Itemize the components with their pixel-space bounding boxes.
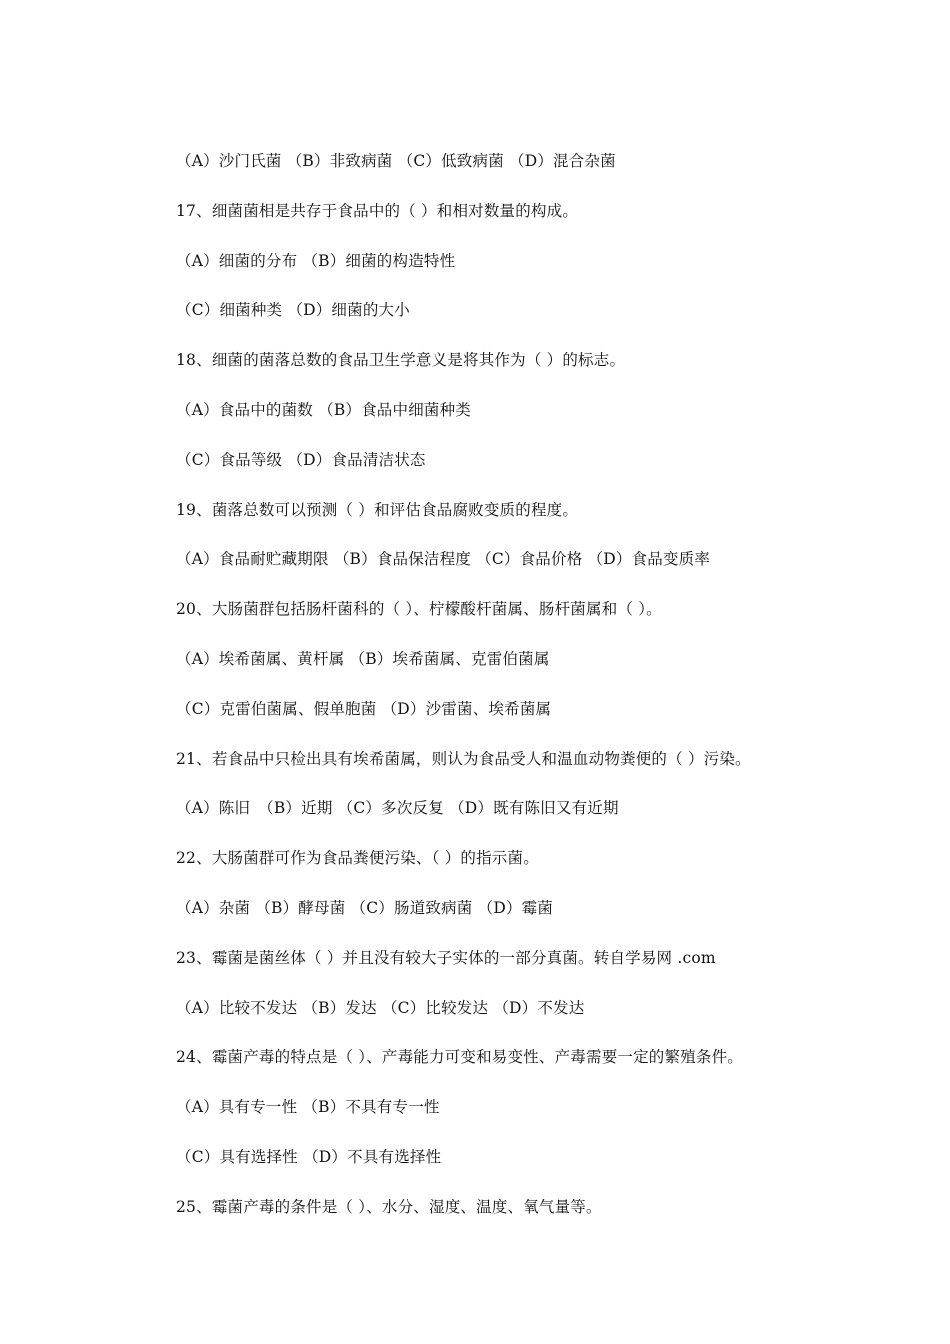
question-20: 20、大肠菌群包括肠杆菌科的（ ）、柠檬酸杆菌属、肠杆菌属和（ ）。 (176, 600, 662, 619)
answer-options-18-cd: （C）食品等级 （D）食品清洁状态 (176, 450, 426, 469)
answer-options-16: （A）沙门氏菌 （B）非致病菌 （C）低致病菌 （D）混合杂菌 (176, 152, 616, 170)
answer-options-17-ab: （A）细菌的分布 （B）细菌的构造特性 (176, 251, 456, 270)
answer-options-24-ab: （A）具有专一性 （B）不具有专一性 (176, 1098, 440, 1117)
answer-options-21: （A）陈旧 （B）近期 （C）多次反复 （D）既有陈旧又有近期 (176, 799, 619, 818)
answer-options-20-ab: （A）埃希菌属、黄杆属 （B）埃希菌属、克雷伯菌属 (176, 649, 550, 668)
answer-options-24-cd: （C）具有选择性 （D）不具有选择性 (176, 1147, 442, 1166)
question-22: 22、大肠菌群可作为食品粪便污染、（ ）的指示菌。 (176, 849, 539, 868)
answer-options-22: （A）杂菌 （B）酵母菌 （C）肠道致病菌 （D）霉菌 (176, 898, 554, 917)
question-23: 23、霉菌是菌丝体（ ）并且没有较大子实体的一部分真菌。转自学易网 .com (176, 948, 716, 967)
question-17: 17、细菌菌相是共存于食品中的（ ）和相对数量的构成。 (176, 201, 579, 220)
question-list (176, 146, 896, 1242)
question-18: 18、细菌的菌落总数的食品卫生学意义是将其作为（ ）的标志。 (176, 351, 626, 370)
answer-options-17-cd: （C）细菌种类 （D）细菌的大小 (176, 301, 410, 320)
question-24: 24、霉菌产毒的特点是（ ）、产毒能力可变和易变性、产毒需要一定的繁殖条件。 (176, 1048, 744, 1067)
answer-options-20-cd: （C）克雷伯菌属、假单胞菌 （D）沙雷菌、埃希菌属 (176, 699, 552, 718)
answer-options-19: （A）食品耐贮藏期限 （B）食品保洁程度 （C）食品价格 （D）食品变质率 (176, 550, 711, 569)
question-19: 19、菌落总数可以预测（ ）和评估食品腐败变质的程度。 (176, 500, 579, 519)
question-25: 25、霉菌产毒的条件是（ ）、水分、湿度、温度、氧气量等。 (176, 1197, 602, 1216)
question-21: 21、若食品中只检出具有埃希菌属，则认为食品受人和温血动物粪便的（ ）污染。 (176, 749, 751, 768)
answer-options-23: （A）比较不发达 （B）发达 （C）比较发达 （D）不发达 (176, 998, 585, 1017)
answer-options-18-ab: （A）食品中的菌数 （B）食品中细菌种类 (176, 400, 472, 419)
